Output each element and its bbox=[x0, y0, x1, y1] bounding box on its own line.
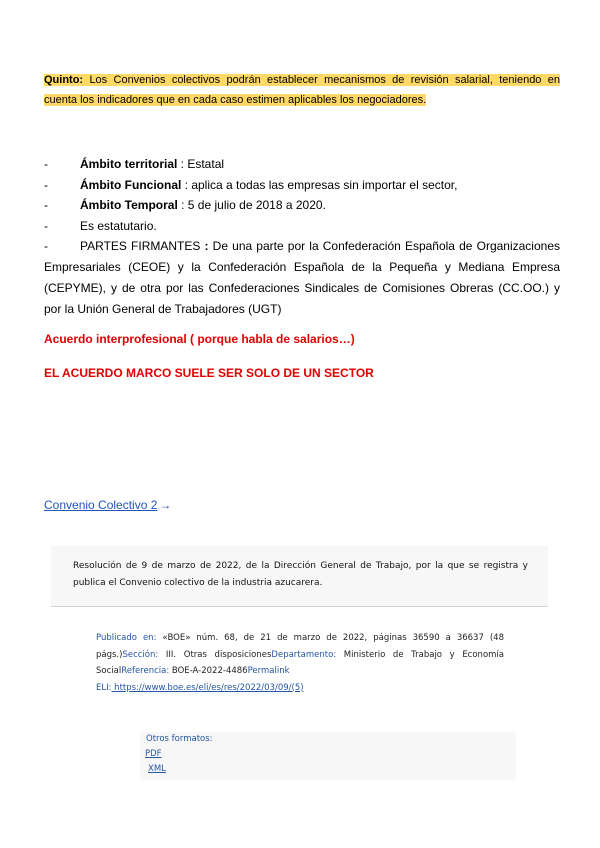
xml-link[interactable]: XML bbox=[148, 764, 166, 774]
bullet-dash: - bbox=[44, 219, 48, 233]
otros-formatos-title: Otros formatos: bbox=[146, 734, 213, 744]
bullet-label: Ámbito Funcional bbox=[80, 178, 182, 192]
bullet-label: Ámbito Temporal bbox=[80, 198, 178, 212]
bullet-dash: - bbox=[44, 178, 48, 192]
partes-colon: : bbox=[204, 239, 209, 253]
seccion-label: Sección: bbox=[122, 649, 159, 660]
bullet-text: : Estatal bbox=[177, 157, 225, 171]
partes-firmantes-paragraph bbox=[44, 236, 560, 320]
quinto-text: Los Convenios colectivos podrán establecer mecanismos de revisión salarial, teniendo en cuenta los indicadores que en cada caso estimen aplicables los negociadores. bbox=[44, 74, 560, 106]
convenio-link-label: Convenio Colectivo 2 bbox=[44, 498, 158, 512]
pdf-link[interactable]: PDF bbox=[145, 749, 162, 759]
partes-text: De una parte por la Confederación Española de Organizaciones Empresariales (CEOE) y la Confederación Española de la Pequeña y Mediana Empresa (CEPYME), y de otra por las Confederaciones Sindicales de Comisiones Obreras (CC.OO.) y por la Unión General de Trabajadores (UGT) bbox=[44, 239, 560, 316]
quinto-label: Quinto: bbox=[44, 74, 84, 86]
departamento-value: Ministerio de Trabajo y Economía Social bbox=[96, 649, 504, 676]
partes-label: PARTES FIRMANTES bbox=[80, 239, 201, 253]
resolucion-title: Resolución de 9 de marzo de 2022, de la Dirección General de Trabajo, por la que se registra y publica el Convenio colectivo de la industria azucarera. bbox=[73, 561, 528, 588]
referencia-label: Referencia: bbox=[121, 666, 170, 676]
bullet-text: : aplica a todas las empresas sin importar el sector, bbox=[181, 178, 458, 192]
boe-metadata bbox=[96, 630, 504, 696]
eli-link[interactable]: https://www.boe.es/eli/es/res/2022/03/09/(5) bbox=[111, 682, 304, 693]
bullet-dash: - bbox=[44, 239, 48, 253]
resolucion-card bbox=[51, 546, 548, 607]
referencia-value: BOE-A-2022-4486 bbox=[169, 666, 248, 676]
bullet-label: Ámbito territorial bbox=[80, 157, 178, 171]
quinto-paragraph bbox=[44, 70, 560, 110]
otros-formatos-box bbox=[140, 732, 516, 780]
seccion-value: III. Otras disposiciones bbox=[158, 649, 272, 660]
quinto-highlight bbox=[44, 74, 560, 106]
bullet-dash: - bbox=[44, 198, 48, 212]
departamento-label: Departamento: bbox=[271, 649, 337, 660]
bullet-text: Es estatutario. bbox=[80, 219, 157, 233]
eli-label: ELI: bbox=[96, 682, 112, 693]
publicado-label: Publicado en: bbox=[96, 633, 157, 643]
bullet-text: : 5 de julio de 2018 a 2020. bbox=[177, 198, 326, 212]
arrow-right-icon: → bbox=[159, 498, 172, 512]
convenio-colectivo-link[interactable] bbox=[44, 498, 171, 512]
bullet-dash: - bbox=[44, 157, 48, 171]
acuerdo-marco-heading: EL ACUERDO MARCO SUELE SER SOLO DE UN SECTOR bbox=[44, 366, 374, 380]
permalink-label: Permalink bbox=[247, 666, 290, 676]
publicado-value: «BOE» núm. 68, de 21 de marzo de 2022, páginas 36590 a 36637 (48 págs.) bbox=[96, 633, 504, 660]
acuerdo-interprofesional-heading: Acuerdo interprofesional ( porque habla de salarios…) bbox=[44, 332, 355, 346]
